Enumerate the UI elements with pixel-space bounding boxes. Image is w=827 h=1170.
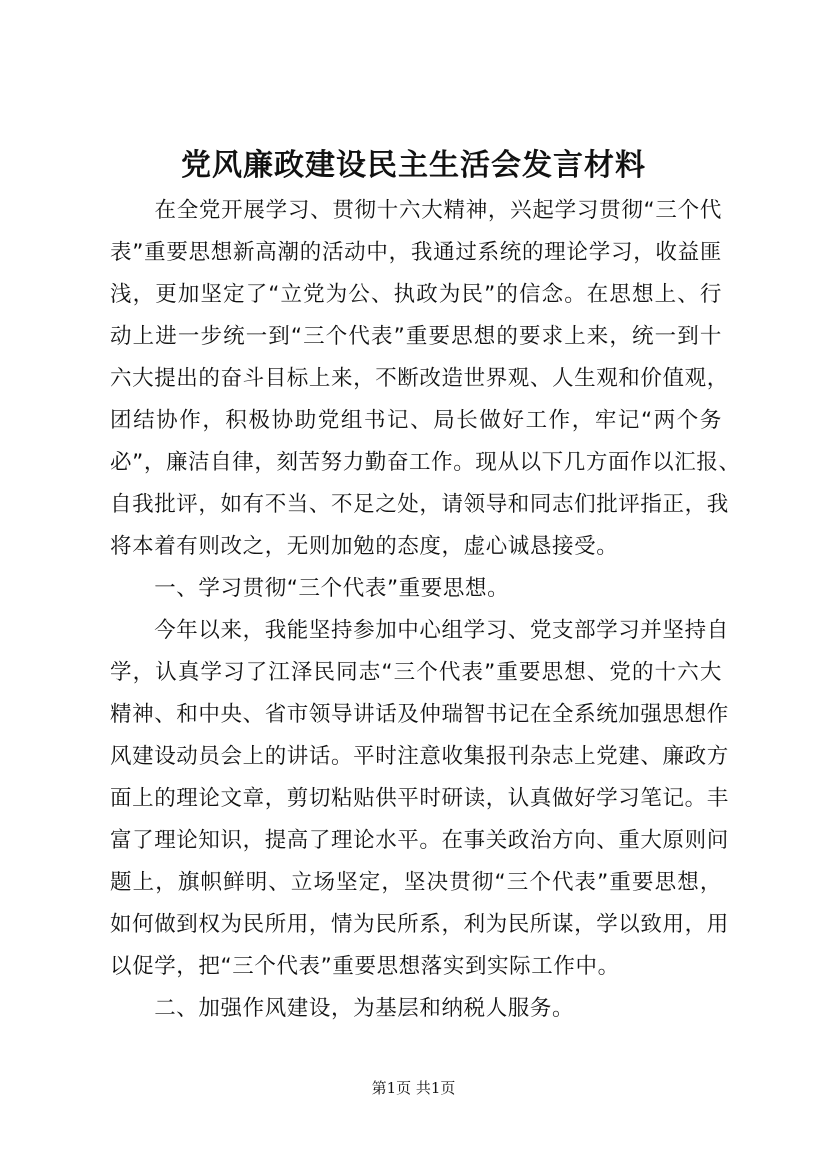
body-line: 浅，更加坚定了“立党为公、执政为民”的信念。在思想上、行 [110,282,722,307]
body-line: 六大提出的奋斗目标上来，不断改造世界观、人生观和价值观， [110,366,729,391]
document-body [110,190,741,1030]
body-line: 必”，廉洁自律，刻苦努力勤奋工作。现从以下几方面作以汇报、 [110,450,741,475]
body-line: 如何做到权为民所用，情为民所系，利为民所谋，学以致用，用 [110,912,729,937]
document-title: 党风廉政建设民主生活会发言材料 [181,148,646,183]
body-line: 面上的理论文章，剪切粘贴供平时研读，认真做好学习笔记。丰 [110,786,729,811]
body-line: 以促学，把“三个代表”重要思想落实到实际工作中。 [110,954,620,979]
body-line: 风建设动员会上的讲话。平时注意收集报刊杂志上党建、廉政方 [110,744,729,769]
body-line: 题上，旗帜鲜明、立场坚定，坚决贯彻“三个代表”重要思想， [110,870,722,895]
body-line: 自我批评，如有不当、不足之处，请领导和同志们批评指正，我 [110,492,729,517]
body-line: 在全党开展学习、贯彻十六大精神，兴起学习贯彻“三个代 [110,198,722,223]
body-line: 团结协作，积极协助党组书记、局长做好工作，牢记“两个务 [110,408,722,433]
body-line: 动上进一步统一到“三个代表”重要思想的要求上来，统一到十 [110,324,722,349]
page-footer: 第1页 共1页 [371,1079,456,1097]
body-line: 学，认真学习了江泽民同志“三个代表”重要思想、党的十六大 [110,660,722,685]
section-heading: 二、加强作风建设，为基层和纳税人服务。 [110,996,575,1021]
body-line: 精神、和中央、省市领导讲话及仲瑞智书记在全系统加强思想作 [110,702,729,727]
section-heading: 一、学习贯彻“三个代表”重要思想。 [110,576,510,601]
body-line: 将本着有则改之，无则加勉的态度，虚心诚恳接受。 [110,534,619,559]
body-line: 今年以来，我能坚持参加中心组学习、党支部学习并坚持自 [110,618,729,643]
body-line: 富了理论知识，提高了理论水平。在事关政治方向、重大原则问 [110,828,729,853]
body-line: 表”重要思想新高潮的活动中，我通过系统的理论学习，收益匪 [110,240,722,265]
